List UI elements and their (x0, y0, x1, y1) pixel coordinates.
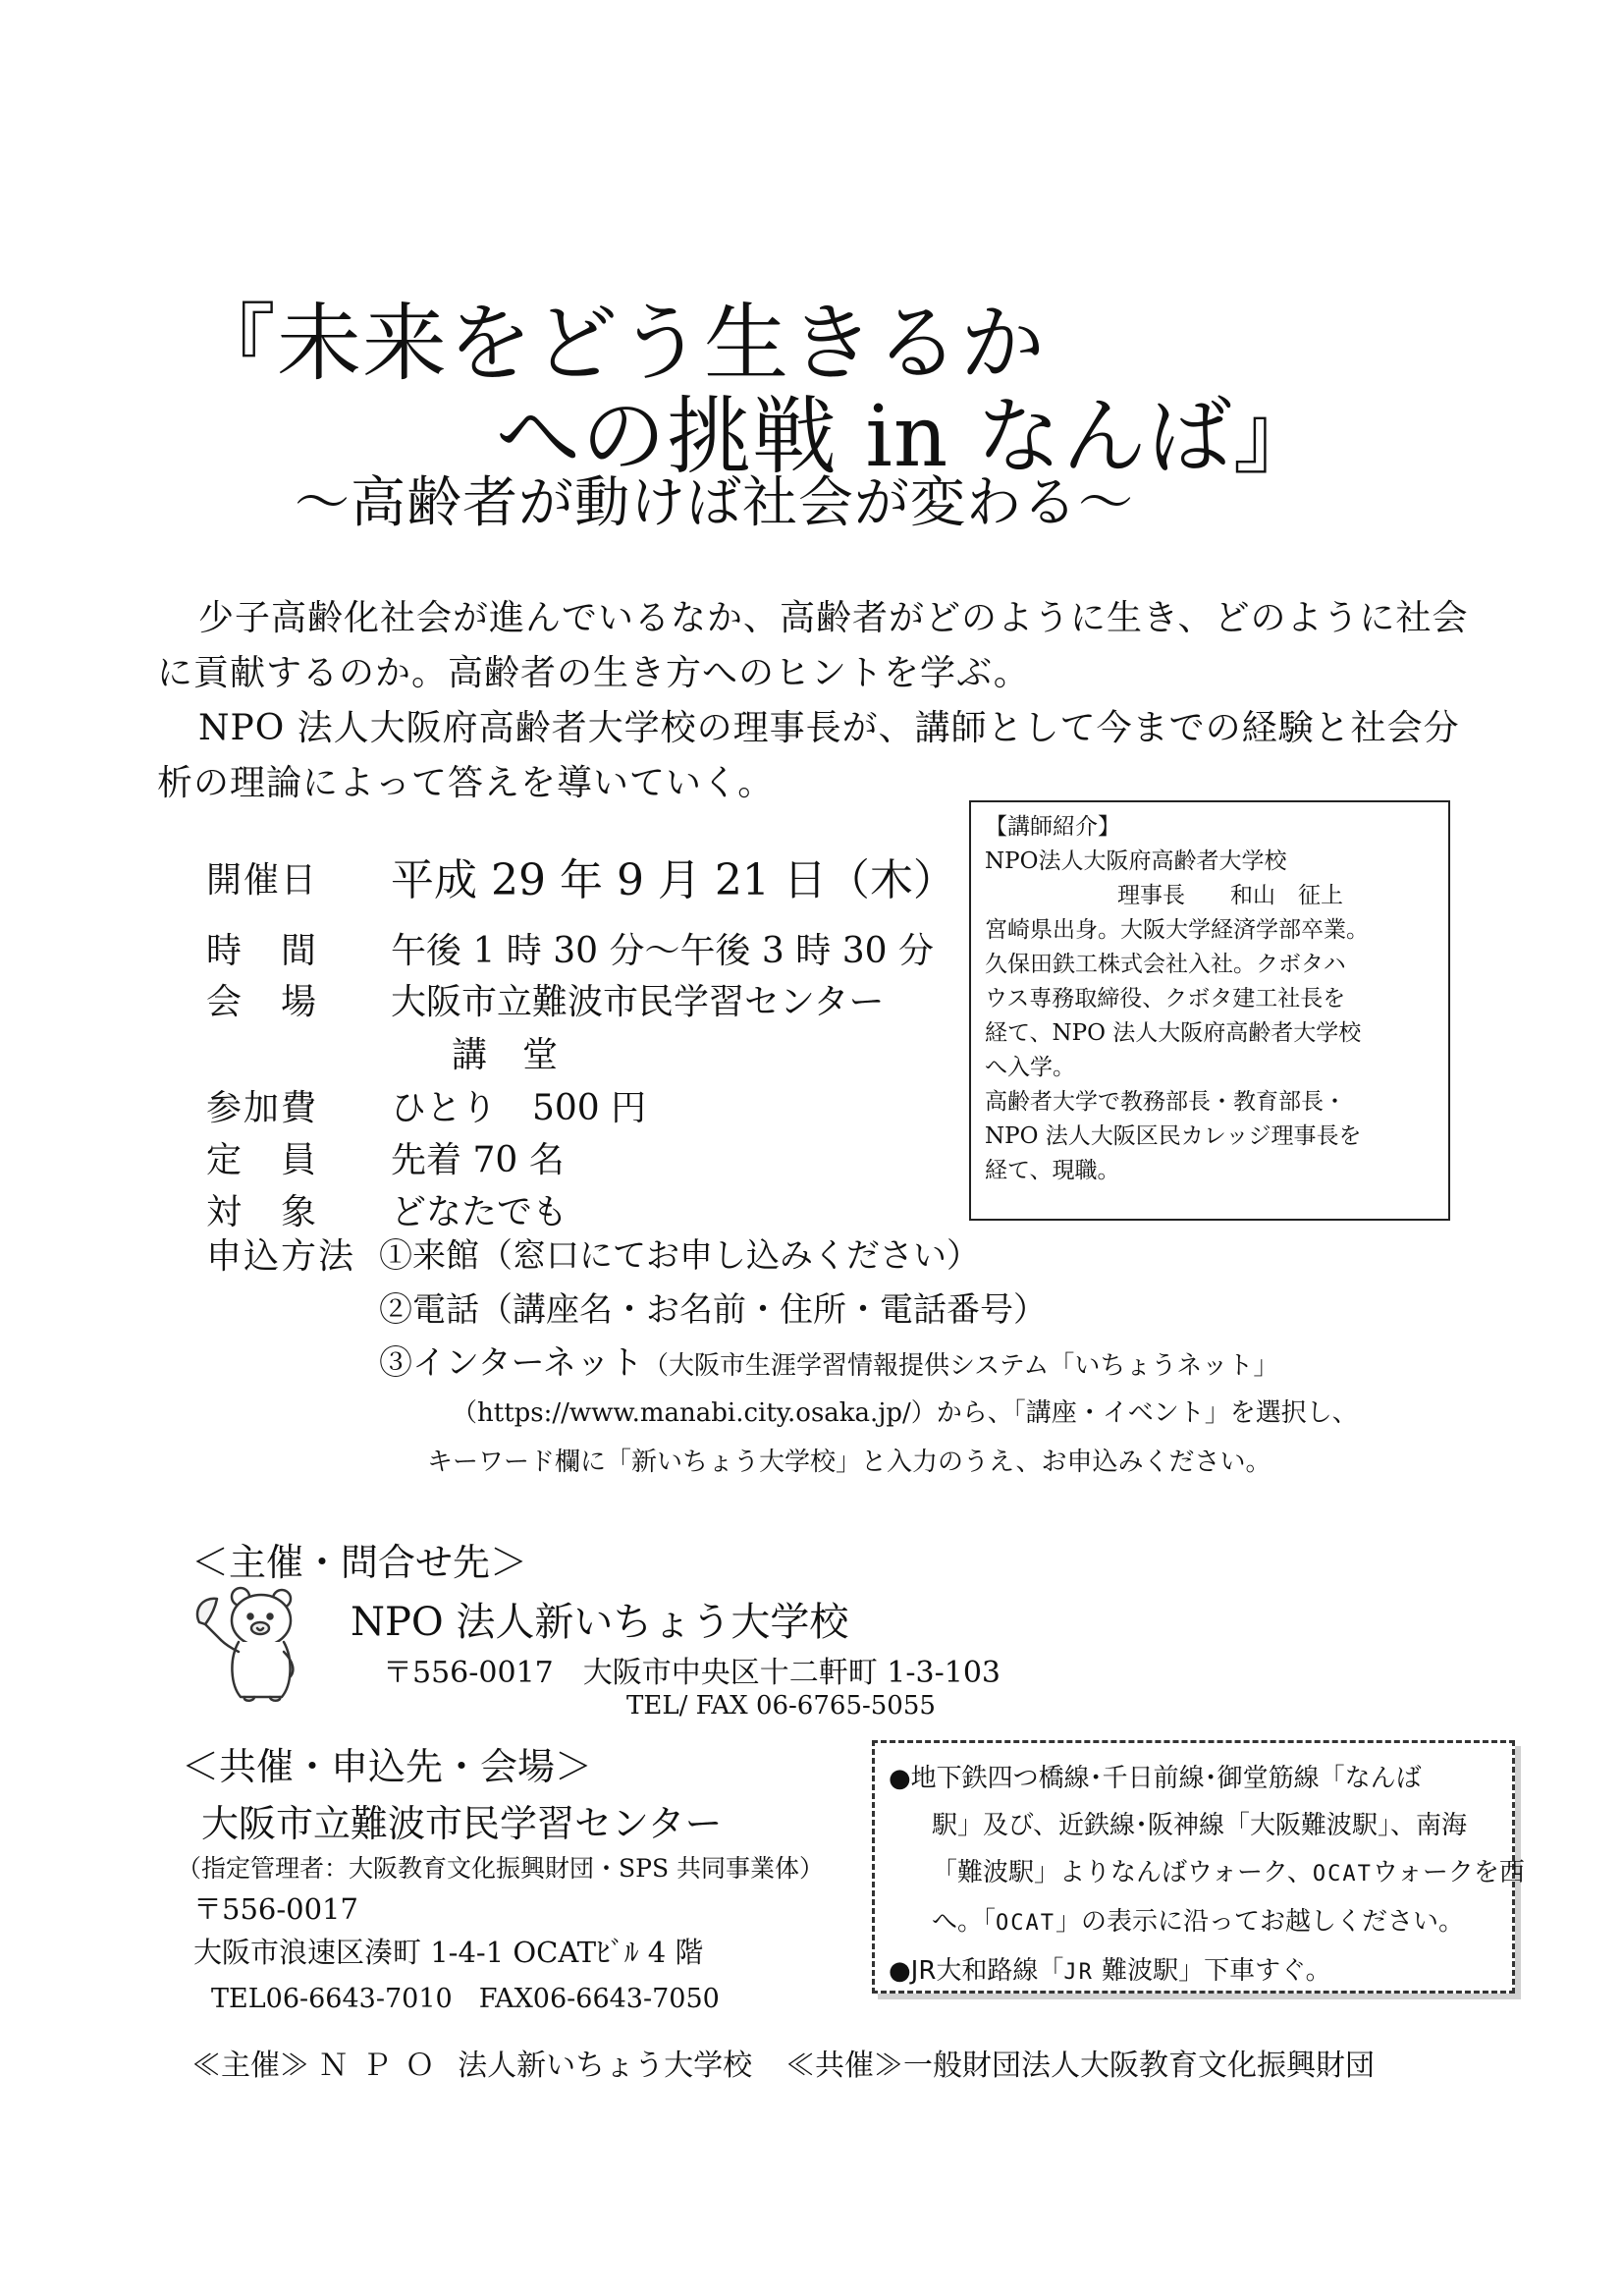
intro-text (157, 591, 1473, 811)
access-line-1b: 駅」及び、近鉄線･阪神線「大阪難波駅」、南海 (932, 1811, 1467, 1840)
footer-host-label: ≪主催≫ (191, 2049, 309, 2083)
footer-host-name: 法人新いちょう大学校 (458, 2049, 753, 2083)
cohost-address: 大阪市浪速区湊町 1-4-1 OCATﾋﾞﾙ 4 階 (193, 1936, 704, 1969)
apply-method-3 (379, 1336, 1278, 1384)
host-heading: ＜主催・問合せ先＞ (191, 1541, 528, 1584)
bear-mascot-icon (191, 1583, 309, 1703)
target-label: 対 象 (206, 1192, 319, 1232)
lecturer-bio-6: 高齢者大学で教務部長・教育部長・ (985, 1089, 1346, 1115)
access-line-1c-text: 「難波駅」よりなんばウォーク、 (932, 1858, 1313, 1887)
access-line-2-text: ●JR大和路線「 (889, 1956, 1064, 1986)
date-label: 開催日 (206, 860, 319, 901)
subtitle: ～高齢者が動けば社会が変わる～ (295, 471, 1134, 535)
date-value: 平成 29 年 9 月 21 日（木） (391, 855, 956, 905)
intro-paragraph-2: NPO 法人大阪府高齢者大学校の理事長が、講師として今までの経験と社会分析の理論によって答えを導いていく。 (157, 708, 1460, 803)
capacity-label: 定 員 (206, 1140, 319, 1180)
footer-host (191, 2041, 752, 2084)
lecturer-bio-1: 宮崎県出身。大阪大学経済学部卒業。 (985, 917, 1369, 943)
access-line-1c-end: ウォークを西 (1372, 1858, 1525, 1887)
fee-label: 参加費 (206, 1088, 319, 1128)
cohost-fax: FAX06-6643-7050 (478, 1984, 720, 2014)
access-line-2-jr: JR (1063, 1960, 1094, 1985)
lecturer-bio-2: 久保田鉄工株式会社入社。クボタハ (985, 952, 1346, 977)
cohost-manager: （指定管理者：大阪教育文化振興財団・SPS 共同事業体） (177, 1854, 825, 1883)
lecturer-bio-5: へ入学。 (985, 1055, 1075, 1080)
lecturer-bio-4: 経て、NPO 法人大阪府高齢者大学校 (985, 1020, 1362, 1046)
host-address: 〒556-0017 大阪市中央区十二軒町 1-3-103 (383, 1656, 1001, 1690)
cohost-name: 大阪市立難波市民学習センター (201, 1802, 723, 1845)
cohost-heading: ＜共催・申込先・会場＞ (182, 1745, 593, 1788)
title-line-1: 『未来をどう生きるか (191, 295, 1046, 393)
lecturer-bio-3: ウス専務取締役、クボタ建工社長を (985, 986, 1346, 1011)
venue-value: 大阪市立難波市民学習センター (391, 982, 885, 1022)
access-line-2 (889, 1947, 1498, 1996)
access-line-1d-ocat: OCAT (996, 1911, 1055, 1936)
access-line-1c (889, 1849, 1525, 1898)
access-line-1d-end: 」の表示に沿ってお越しください。 (1055, 1907, 1465, 1937)
lecturer-bio-8: 経て、現職。 (985, 1158, 1120, 1183)
apply-method-3-note: （大阪市生涯学習情報提供システム「いちょうネット」 (642, 1351, 1279, 1381)
venue-room: 講 堂 (452, 1035, 559, 1075)
host-tel-fax: TEL/ FAX 06-6765-5055 (626, 1691, 936, 1721)
fee-value: ひとり 500 円 (391, 1088, 647, 1128)
access-line-2-end: 難波駅」下車すぐ。 (1093, 1956, 1331, 1986)
cohost-phone (211, 1977, 720, 2015)
lecturer-box (969, 800, 1450, 1221)
time-value: 午後 1 時 30 分～午後 3 時 30 分 (391, 931, 934, 971)
intro-paragraph-1: 少子高齢化社会が進んでいるなか、高齢者がどのように生き、どのように社会に貢献するのか。高齢者の生き方へのヒントを学ぶ。 (157, 598, 1469, 693)
apply-method-3-label: ③インターネット (379, 1343, 643, 1383)
footer-cohost: ≪共催≫一般財団法人大阪教育文化振興財団 (785, 2049, 1375, 2083)
access-line-1c-ocat: OCAT (1312, 1862, 1373, 1886)
access-box (872, 1740, 1525, 1994)
access-line-1d-text: へ。「 (932, 1907, 997, 1937)
title-line-2: への挑戦 in なんば』 (496, 388, 1319, 486)
capacity-value: 先着 70 名 (391, 1140, 565, 1180)
lecturer-bio-7: NPO 法人大阪区民カレッジ理事長を (985, 1123, 1362, 1149)
target-value: どなたでも (391, 1192, 568, 1232)
apply-label: 申込方法 (206, 1236, 356, 1277)
venue-label: 会 場 (206, 982, 319, 1022)
lecturer-org: NPO法人大阪府高齢者大学校 (985, 848, 1287, 874)
host-name: NPO 法人新いちょう大学校 (351, 1600, 849, 1645)
lecturer-role-name: 理事長 和山 征上 (1117, 883, 1343, 908)
lecturer-heading: 【講師紹介】 (985, 814, 1120, 840)
access-line-1d (889, 1898, 1498, 1947)
footer-host-npo: ＮＰＯ (318, 2049, 449, 2083)
apply-keyword: キーワード欄に「新いちょう大学校」と入力のうえ、お申込みください。 (427, 1448, 1271, 1477)
apply-method-1: ①来館（窓口にてお申し込みください） (379, 1236, 980, 1276)
apply-method-2: ②電話（講座名・お名前・住所・電話番号） (379, 1290, 1047, 1330)
cohost-tel: TEL06-6643-7010 (211, 1984, 453, 2014)
cohost-zip: 〒556-0017 (193, 1892, 358, 1926)
access-line-1a: ●地下鉄四つ橋線･千日前線･御堂筋線「なんば (889, 1764, 1422, 1793)
apply-url[interactable]: （https://www.manabi.city.osaka.jp/）から、「講座・イベント」を選択し、 (452, 1398, 1358, 1428)
time-label: 時 間 (206, 931, 319, 971)
